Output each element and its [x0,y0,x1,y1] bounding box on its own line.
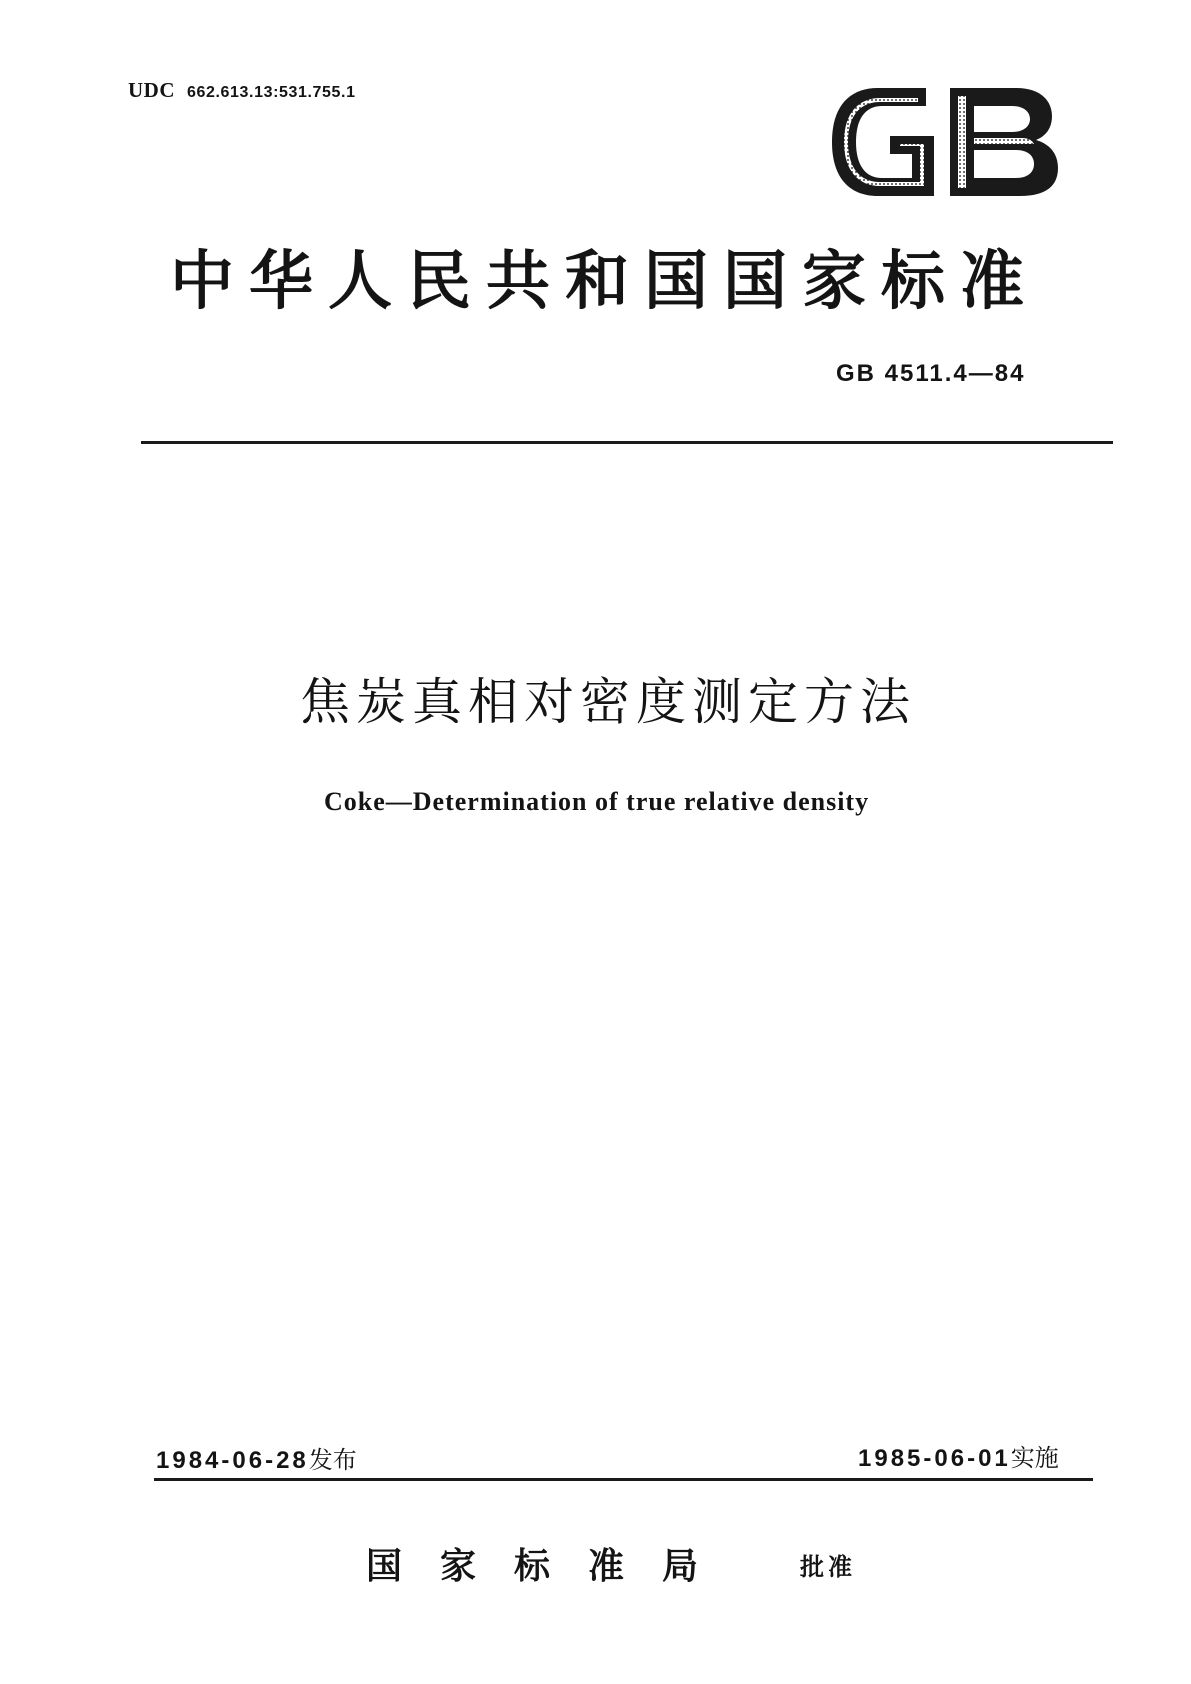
national-standard-title: 中华人民共和国国家标准 [170,245,1039,319]
document-title-english: Coke—Determination of true relative density [324,787,870,816]
approved-label: 批准 [800,1553,856,1581]
header-divider [141,441,1113,444]
udc-classification [128,78,356,103]
issue-date-line [156,1440,357,1475]
footer-divider [154,1478,1093,1481]
issue-label: 发布 [308,1446,357,1474]
gb-logo [826,82,1062,202]
implementation-date: 1985-06-01 [858,1445,1011,1472]
udc-code: 662.613.13:531.755.1 [187,84,356,101]
standard-number: GB 4511.4—84 [836,360,1026,387]
implementation-label: 实施 [1010,1444,1059,1472]
issue-date: 1984-06-28 [156,1447,309,1474]
implementation-date-line [858,1438,1059,1473]
udc-label: UDC [128,78,175,102]
gb-logo-graphic [826,82,1062,202]
document-title-chinese: 焦炭真相对密度测定方法 [300,673,916,731]
issuing-authority: 国家标准局 [366,1546,737,1587]
